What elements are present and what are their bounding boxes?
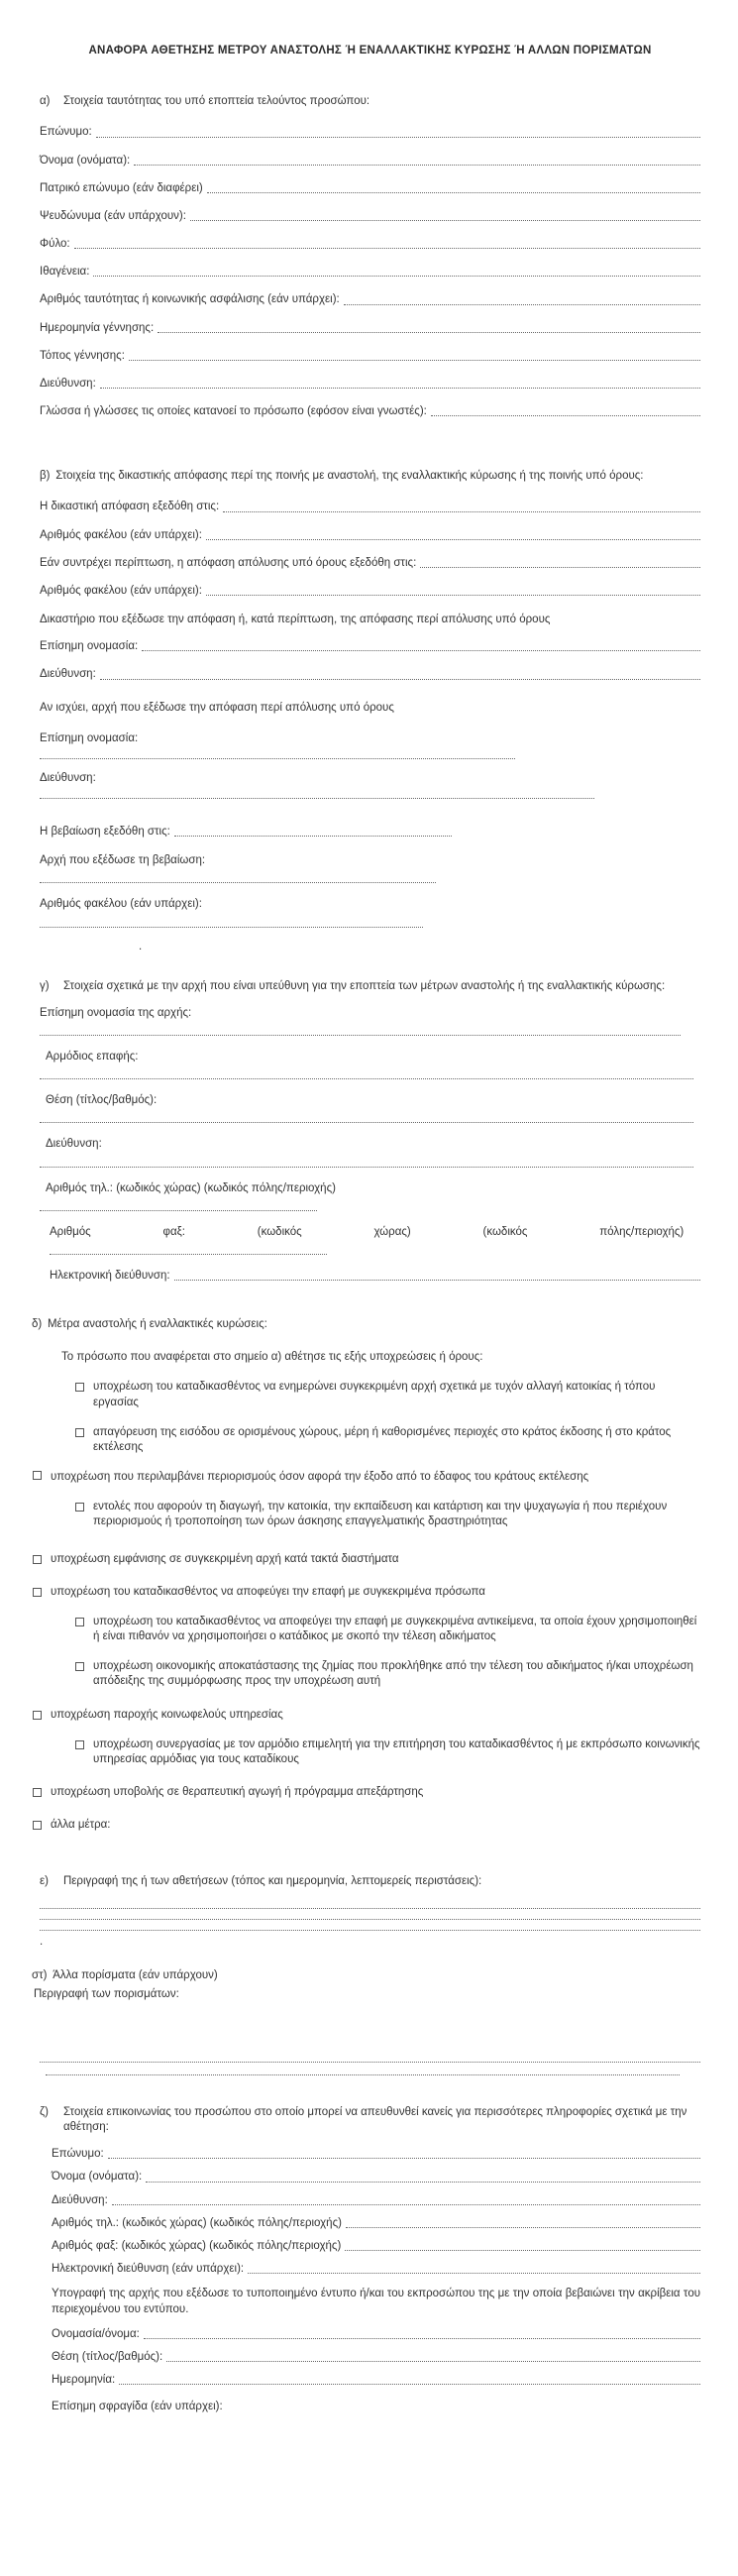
fax-number-label bbox=[50, 1225, 684, 1240]
parole-authority-address-label: Διεύθυνση: bbox=[40, 771, 96, 784]
birth-date-input-line[interactable] bbox=[158, 331, 700, 333]
email-1 bbox=[50, 1269, 700, 1284]
address bbox=[40, 377, 700, 392]
section-heading-text: Στοιχεία σχετικά με την αρχή που είναι υπεύθυνη για την εποπτεία των μέτρων αναστολής ή της εναλλακτικής κύρωσης: bbox=[63, 979, 666, 992]
signatory-position bbox=[52, 2350, 700, 2365]
file-number-1-input-line[interactable] bbox=[206, 538, 700, 540]
official-seal-label: Επίσημη σφραγίδα (εάν υπάρχει): bbox=[52, 2401, 223, 2413]
email-1-label: Ηλεκτρονική διεύθυνση: bbox=[50, 1269, 170, 1282]
birth-date bbox=[40, 321, 700, 336]
form-body bbox=[32, 94, 700, 2414]
sex-label: Φύλο: bbox=[40, 238, 70, 251]
contact-email-label: Ηλεκτρονική διεύθυνση (εάν υπάρχει): bbox=[52, 2263, 245, 2276]
given-names-input-line[interactable] bbox=[134, 164, 700, 166]
id-or-social-security-number-input-line[interactable] bbox=[344, 303, 700, 305]
section-e-heading bbox=[40, 1874, 700, 1889]
parole-decision-issued-on-label: Εάν συντρέχει περίπτωση, η απόφαση απόλυσης υπό όρους εξεδόθη στις: bbox=[40, 556, 417, 569]
tel-number-label: Αριθμός τηλ.: (κωδικός χώρας) (κωδικός πόλης/περιοχής) bbox=[46, 1181, 336, 1194]
contact-given-names bbox=[52, 2170, 700, 2184]
sex-input-line[interactable] bbox=[74, 247, 700, 249]
avoid-contact-persons-checkbox-label: υποχρέωση του καταδικασθέντος να αποφεύγει την επαφή με συγκεκριμένα πρόσωπα bbox=[51, 1585, 485, 1598]
checkbox-glyph bbox=[75, 1383, 84, 1392]
section-prefix: ζ) bbox=[40, 2105, 49, 2118]
court-address-label: Διεύθυνση: bbox=[40, 668, 96, 681]
file-number-2 bbox=[40, 584, 700, 599]
certificate-issued-on-input-line[interactable] bbox=[174, 835, 452, 837]
fax-number-label-word-2: (κωδικός bbox=[257, 1225, 302, 1238]
section-heading-text: Στοιχεία επικοινωνίας του προσώπου στο οποίο μπορεί να απευθυνθεί κανείς για περισσότερες πληροφορίες σχετικά με την αθέτηση: bbox=[63, 2105, 687, 2134]
contact-surname bbox=[52, 2147, 700, 2162]
contact-person-label: Αρμόδιος επαφής: bbox=[46, 1050, 139, 1063]
court-official-name bbox=[40, 639, 700, 654]
id-or-social-security-number bbox=[40, 292, 700, 307]
checkbox-glyph bbox=[75, 1503, 84, 1512]
court-address bbox=[40, 667, 700, 682]
sex bbox=[40, 237, 700, 252]
birth-place-label: Τόπος γέννησης: bbox=[40, 349, 125, 362]
paternal-surname-label: Πατρικό επώνυμο (εάν διαφέρει) bbox=[40, 181, 203, 194]
certificate-issued-on bbox=[40, 825, 700, 840]
surname-input-line[interactable] bbox=[96, 136, 700, 138]
checkbox-glyph bbox=[33, 1471, 42, 1480]
signatory-position-input-line[interactable] bbox=[166, 2360, 700, 2362]
section-c-heading bbox=[40, 979, 700, 994]
contact-email-input-line[interactable] bbox=[248, 2272, 700, 2274]
checkbox-glyph bbox=[33, 1711, 42, 1720]
paternal-surname-input-line[interactable] bbox=[207, 191, 700, 193]
signature-date-input-line[interactable] bbox=[119, 2383, 700, 2385]
no-entry-zones-checkbox-label: απαγόρευση της εισόδου σε ορισμένους χώρους, μέρη ή καθορισμένες περιοχές στο κράτος έκδοσης ή στο κράτος εκτέλεσης bbox=[93, 1425, 672, 1453]
section-prefix: ε) bbox=[40, 1875, 49, 1888]
spacer bbox=[40, 2002, 700, 2060]
stray-mark: . bbox=[139, 940, 143, 952]
probation-officer-cooperation-checkbox[interactable] bbox=[75, 1737, 700, 1767]
checkbox-glyph bbox=[33, 1588, 42, 1597]
breach-description-line-2[interactable] bbox=[40, 1917, 700, 1920]
given-names bbox=[40, 154, 700, 168]
parole-authority-address-line[interactable] bbox=[40, 796, 594, 799]
checkbox-glyph bbox=[75, 1740, 84, 1749]
report-to-authority-checkbox-label: υποχρέωση εμφάνισης σε συγκεκριμένη αρχή κατά τακτά διαστήματα bbox=[51, 1552, 399, 1565]
parole-decision-issued-on-input-line[interactable] bbox=[420, 566, 700, 568]
community-service-checkbox[interactable] bbox=[33, 1708, 700, 1723]
certifying-authority-label: Αρχή που εξέδωσε τη βεβαίωση: bbox=[40, 854, 206, 867]
birth-place-input-line[interactable] bbox=[129, 359, 700, 361]
fax-number-label-word-4: (κωδικός bbox=[482, 1225, 528, 1238]
avoid-contact-persons-checkbox[interactable] bbox=[33, 1585, 700, 1600]
parole-decision-issued-on bbox=[40, 556, 700, 571]
contact-person-line[interactable] bbox=[40, 1076, 693, 1079]
authority-or-person-name bbox=[52, 2327, 700, 2342]
supervising-authority-name-label: Επίσημη ονομασία της αρχής: bbox=[40, 1006, 192, 1019]
section-prefix: α) bbox=[40, 95, 51, 108]
signature-date-label: Ημερομηνία: bbox=[52, 2374, 116, 2387]
birth-date-label: Ημερομηνία γέννησης: bbox=[40, 321, 155, 334]
contact-address-input-line[interactable] bbox=[112, 2203, 700, 2205]
contact-given-names-input-line[interactable] bbox=[146, 2181, 700, 2183]
file-number-2-input-line[interactable] bbox=[206, 594, 700, 596]
form-title: ΑΝΑΦΟΡΑ ΑΘΕΤΗΣΗΣ ΜΕΤΡΟΥ ΑΝΑΣΤΟΛΗΣ Ή ΕΝΑΛΛΑΚΤΙΚΗΣ ΚΥΡΩΣΗΣ Ή ΑΛΛΩΝ ΠΟΡΙΣΜΑΤΩΝ bbox=[88, 45, 652, 56]
checkbox-glyph bbox=[33, 1821, 42, 1830]
authority-or-person-name-input-line[interactable] bbox=[144, 2337, 700, 2339]
tel-number-line[interactable] bbox=[40, 1208, 317, 1211]
surname bbox=[40, 125, 700, 140]
section-d-heading: δ) Μέτρα αναστολής ή εναλλακτικές κυρώσεις: bbox=[32, 1318, 267, 1331]
email-1-input-line[interactable] bbox=[174, 1279, 700, 1281]
signature-caption: Υπογραφή της αρχής που εξέδωσε το τυποποιημένο έντυπο ή/και του εκπροσώπου της με την οποία βεβαιώνει την ακρίβεια του περιεχομένου του εντύπου. bbox=[52, 2288, 700, 2315]
exit-restriction-checkbox[interactable] bbox=[33, 1470, 700, 1485]
position-line[interactable] bbox=[40, 1120, 693, 1123]
section-b-heading: β) Στοιχεία της δικαστικής απόφασης περί της ποινής με αναστολή, της εναλλακτικής κύρωσης ή της ποινής υπό όρους: bbox=[40, 470, 644, 483]
contact-email bbox=[52, 2262, 700, 2277]
checkbox-glyph bbox=[33, 1555, 42, 1564]
findings-line-1[interactable] bbox=[40, 2060, 700, 2063]
checkbox-glyph bbox=[75, 1428, 84, 1437]
contact-tel-number-label: Αριθμός τηλ.: (κωδικός χώρας) (κωδικός πόλης/περιοχής) bbox=[52, 2216, 342, 2229]
judgment-issued-on-input-line[interactable] bbox=[223, 510, 700, 512]
file-number-1-label: Αριθμός φακέλου (εάν υπάρχει): bbox=[40, 528, 202, 541]
file-number-3-label: Αριθμός φακέλου (εάν υπάρχει): bbox=[40, 898, 202, 911]
surname-label: Επώνυμο: bbox=[40, 126, 92, 139]
judgment-issued-on bbox=[40, 500, 700, 514]
parole-authority-official-name-label: Επίσημη ονομασία: bbox=[40, 731, 139, 744]
languages bbox=[40, 404, 700, 419]
therapeutic-treatment-checkbox-label: υποχρέωση υποβολής σε θεραπευτική αγωγή ή πρόγραμμα απεξάρτησης bbox=[51, 1786, 424, 1799]
avoid-objects-checkbox-label: υποχρέωση του καταδικασθέντος να αποφεύγει την επαφή με συγκεκριμένα αντικείμενα, τα οποία έχουν χρησιμοποιηθεί ή είναι πιθανόν να χρησιμοποιήσει ο κατάδικος με σκοπό την τέλεση αδικήματος bbox=[93, 1615, 697, 1643]
findings-description-caption: Περιγραφή των πορισμάτων: bbox=[34, 1987, 179, 2000]
file-number-2-label: Αριθμός φακέλου (εάν υπάρχει): bbox=[40, 584, 202, 597]
probation-officer-cooperation-checkbox-label: υποχρέωση συνεργασίας με τον αρμόδιο επιμελητή για την επιτήρηση του καταδικασθέντος ή με εκπρόσωπο κοινωνικής υπηρεσίας αρμόδιας για τους καταδίκους bbox=[93, 1737, 700, 1765]
supervising-authority-name-line[interactable] bbox=[40, 1033, 681, 1036]
file-number-3-line[interactable] bbox=[40, 925, 423, 928]
authority-or-person-name-label: Ονομασία/όνομα: bbox=[52, 2327, 140, 2340]
parole-authority-official-name-line[interactable] bbox=[40, 756, 515, 759]
other-measures-checkbox-label: άλλα μέτρα: bbox=[51, 1819, 111, 1832]
aliases-label: Ψευδώνυμα (εάν υπάρχουν): bbox=[40, 209, 186, 222]
contact-tel-number bbox=[52, 2216, 700, 2231]
languages-label: Γλώσσα ή γλώσσες τις οποίες κατανοεί το πρόσωπο (εφόσον είναι γνωστές): bbox=[40, 405, 427, 418]
conduct-orders-checkbox[interactable] bbox=[75, 1500, 700, 1529]
section-a-heading bbox=[40, 94, 700, 109]
given-names-label: Όνομα (ονόματα): bbox=[40, 154, 131, 167]
contact-tel-number-input-line[interactable] bbox=[346, 2226, 700, 2228]
inform-authority-checkbox[interactable] bbox=[75, 1380, 700, 1409]
section-heading-text: Στοιχεία ταυτότητας του υπό εποπτεία τελούντος προσώπου: bbox=[63, 95, 370, 108]
inform-authority-checkbox-label: υποχρέωση του καταδικασθέντος να ενημερώνει συγκεκριμένη αρχή σχετικά με τυχόν αλλαγή κατοικίας ή τόπου εργασίας bbox=[93, 1381, 656, 1408]
fax-number-label-word-3: χώρας) bbox=[373, 1225, 411, 1238]
court-official-name-label: Επίσημη ονομασία: bbox=[40, 640, 139, 653]
report-to-authority-checkbox[interactable] bbox=[33, 1552, 700, 1567]
paternal-surname bbox=[40, 181, 700, 196]
checkbox-glyph bbox=[75, 1618, 84, 1626]
contact-surname-input-line[interactable] bbox=[108, 2157, 700, 2159]
address-input-line[interactable] bbox=[100, 387, 700, 389]
avoid-objects-checkbox[interactable] bbox=[75, 1615, 700, 1644]
fax-number-label-word-0: Αριθμός bbox=[50, 1225, 91, 1238]
languages-input-line[interactable] bbox=[431, 414, 700, 416]
contact-given-names-label: Όνομα (ονόματα): bbox=[52, 2171, 143, 2184]
nationality-input-line[interactable] bbox=[93, 275, 700, 277]
certifying-authority-line[interactable] bbox=[40, 880, 436, 883]
breach-description-line-1[interactable] bbox=[40, 1906, 700, 1909]
contact-address-label: Διεύθυνση: bbox=[52, 2193, 108, 2206]
nationality bbox=[40, 265, 700, 280]
conduct-orders-checkbox-label: εντολές που αφορούν τη διαγωγή, την κατοικία, την εκπαίδευση και κατάρτιση και την ψυχαγωγία ή που περιέχουν περιορισμούς ή τροποποίηση των όρων άσκησης επαγγελματικής δραστηριότητας bbox=[93, 1501, 668, 1528]
breach-description-line-3[interactable] bbox=[40, 1928, 700, 1931]
contact-fax-number bbox=[52, 2239, 700, 2254]
section-g-heading bbox=[40, 2105, 700, 2135]
contact-fax-number-label: Αριθμός φαξ: (κωδικός χώρας) (κωδικός πόλης/περιοχής) bbox=[52, 2240, 342, 2252]
court-official-name-input-line[interactable] bbox=[142, 649, 700, 651]
financial-compensation-checkbox[interactable] bbox=[75, 1659, 700, 1689]
other-measures-checkbox[interactable] bbox=[33, 1818, 700, 1833]
contact-address bbox=[52, 2193, 700, 2208]
checkbox-glyph bbox=[75, 1662, 84, 1671]
judgment-issued-on-label: Η δικαστική απόφαση εξεδόθη στις: bbox=[40, 501, 220, 513]
file-number-1 bbox=[40, 528, 700, 543]
section-heading-text: Περιγραφή της ή των αθετήσεων (τόπος και ημερομηνία, λεπτομερείς περιστάσεις): bbox=[63, 1875, 482, 1888]
parole-authority-caption: Αν ισχύει, αρχή που εξέδωσε την απόφαση περί απόλυσης υπό όρους bbox=[40, 701, 394, 714]
supervising-authority-address-line[interactable] bbox=[40, 1165, 693, 1168]
section-prefix: γ) bbox=[40, 979, 50, 992]
financial-compensation-checkbox-label: υποχρέωση οικονομικής αποκατάστασης της ζημίας που προκλήθηκε από την τέλεση του αδικήματος ή/και υποχρέωση απόδειξης της συμμόρφωσης προς την υποχρέωση αυτή bbox=[93, 1660, 693, 1688]
signatory-position-label: Θέση (τίτλος/βαθμός): bbox=[52, 2350, 163, 2363]
contact-surname-label: Επώνυμο: bbox=[52, 2148, 104, 2161]
breached-obligations-intro: Το πρόσωπο που αναφέρεται στο σημείο α) αθέτησε τις εξής υποχρεώσεις ή όρους: bbox=[61, 1351, 483, 1364]
certificate-issued-on-label: Η βεβαίωση εξεδόθη στις: bbox=[40, 826, 170, 839]
community-service-checkbox-label: υποχρέωση παροχής κοινωφελούς υπηρεσίας bbox=[51, 1708, 283, 1721]
birth-place bbox=[40, 349, 700, 364]
stray-mark: . bbox=[40, 1935, 44, 1948]
section-f-heading: στ) Άλλα πορίσματα (εάν υπάρχουν) bbox=[32, 1968, 218, 1981]
address-label: Διεύθυνση: bbox=[40, 377, 96, 390]
fax-number-label-word-5: πόλης/περιοχής) bbox=[599, 1225, 685, 1238]
nationality-label: Ιθαγένεια: bbox=[40, 266, 90, 279]
aliases-input-line[interactable] bbox=[190, 219, 700, 221]
signature-date bbox=[52, 2373, 700, 2388]
fax-number-label-word-1: φαξ: bbox=[162, 1225, 185, 1238]
aliases bbox=[40, 209, 700, 224]
exit-restriction-checkbox-label: υποχρέωση που περιλαμβάνει περιορισμούς όσον αφορά την έξοδο από το έδαφος του κράτους εκτέλεσης bbox=[51, 1471, 589, 1484]
supervising-authority-address-label: Διεύθυνση: bbox=[46, 1138, 102, 1151]
court-address-input-line[interactable] bbox=[100, 678, 700, 680]
id-or-social-security-number-label: Αριθμός ταυτότητας ή κοινωνικής ασφάλισης (εάν υπάρχει): bbox=[40, 293, 340, 306]
issuing-court-caption: Δικαστήριο που εξέδωσε την απόφαση ή, κατά περίπτωση, της απόφασης περί απόλυσης υπό όρους bbox=[40, 614, 551, 626]
findings-line-2[interactable] bbox=[46, 2072, 680, 2075]
no-entry-zones-checkbox[interactable] bbox=[75, 1425, 700, 1455]
therapeutic-treatment-checkbox[interactable] bbox=[33, 1785, 700, 1800]
position-label: Θέση (τίτλος/βαθμός): bbox=[46, 1094, 158, 1107]
fax-number-line[interactable] bbox=[50, 1252, 327, 1255]
contact-fax-number-input-line[interactable] bbox=[345, 2249, 700, 2251]
checkbox-glyph bbox=[33, 1788, 42, 1797]
